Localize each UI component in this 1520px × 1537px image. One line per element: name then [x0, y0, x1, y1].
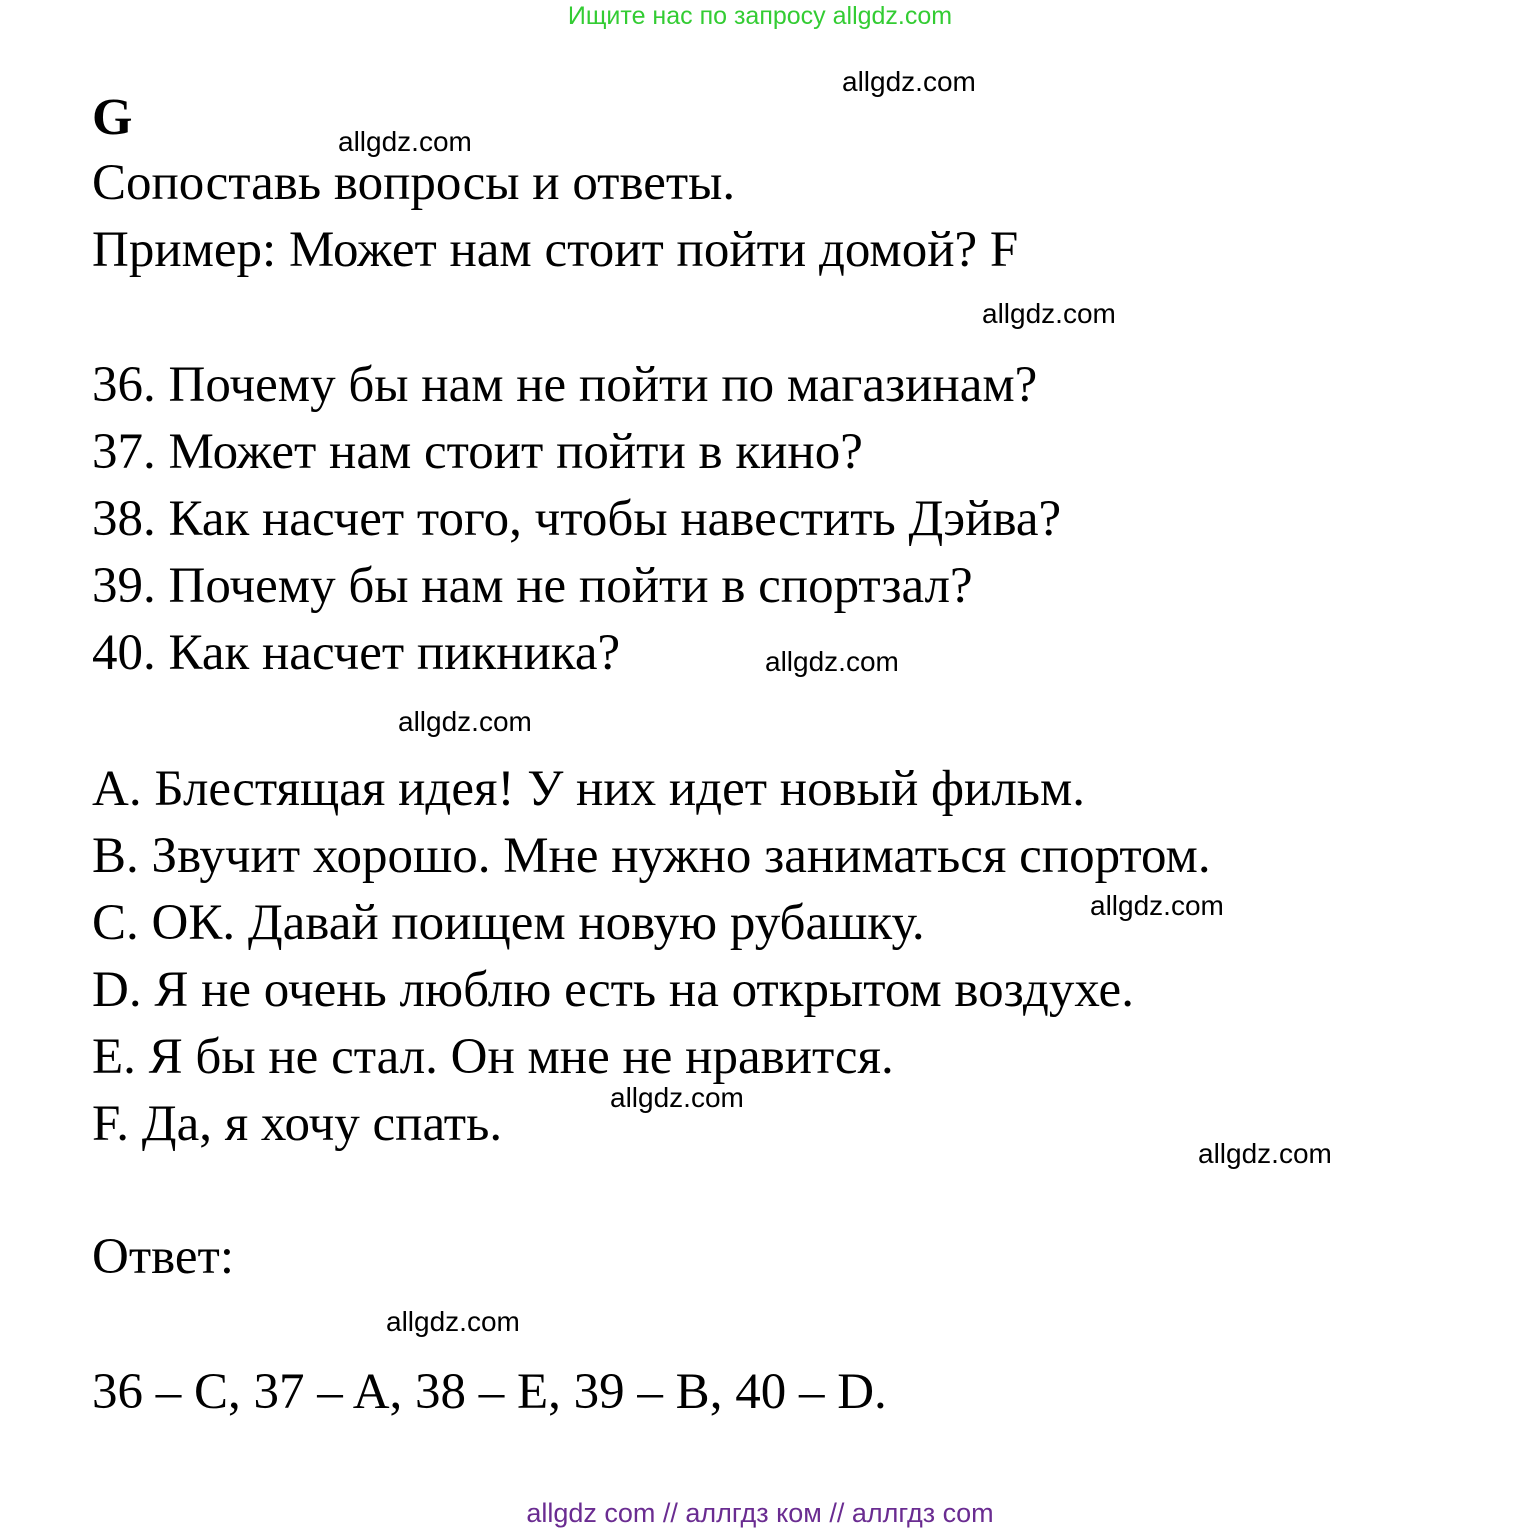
watermark: allgdz.com: [610, 1082, 744, 1113]
task-instruction: Сопоставь вопросы и ответы.: [92, 155, 736, 211]
answer-b: B. Звучит хорошо. Мне нужно заниматься спортом.: [92, 828, 1211, 884]
answer-d: D. Я не очень люблю есть на открытом воздухе.: [92, 962, 1134, 1018]
result-label: Ответ:: [92, 1229, 234, 1285]
watermark: allgdz.com: [1198, 1138, 1332, 1169]
watermark: allgdz.com: [765, 646, 899, 677]
answer-c: C. ОК. Давай поищем новую рубашку.: [92, 895, 925, 951]
answer-a: A. Блестящая идея! У них идет новый фильм.: [92, 761, 1086, 817]
watermark: allgdz.com: [386, 1306, 520, 1337]
watermark: allgdz.com: [338, 126, 472, 157]
task-letter: G: [92, 89, 133, 146]
top-banner: Ищите нас по запросу allgdz.com: [567, 2, 953, 30]
answer-f: F. Да, я хочу спать.: [92, 1096, 503, 1152]
watermark: allgdz.com: [982, 298, 1116, 329]
question-36: 36. Почему бы нам не пойти по магазинам?: [92, 357, 1038, 413]
watermark: allgdz.com: [842, 66, 976, 97]
task-example: Пример: Может нам стоит пойти домой? F: [92, 222, 1019, 278]
question-38: 38. Как насчет того, чтобы навестить Дэйва?: [92, 491, 1062, 547]
question-39: 39. Почему бы нам не пойти в спортзал?: [92, 558, 973, 614]
footer-links: allgdz com // аллгдз ком // аллгдз com: [526, 1498, 994, 1528]
question-37: 37. Может нам стоит пойти в кино?: [92, 424, 863, 480]
watermark: allgdz.com: [1090, 890, 1224, 921]
result-value: 36 – C, 37 – A, 38 – E, 39 – B, 40 – D.: [92, 1364, 887, 1420]
watermark: allgdz.com: [398, 706, 532, 737]
question-40: 40. Как насчет пикника?: [92, 625, 621, 681]
answer-e: E. Я бы не стал. Он мне не нравится.: [92, 1029, 894, 1085]
